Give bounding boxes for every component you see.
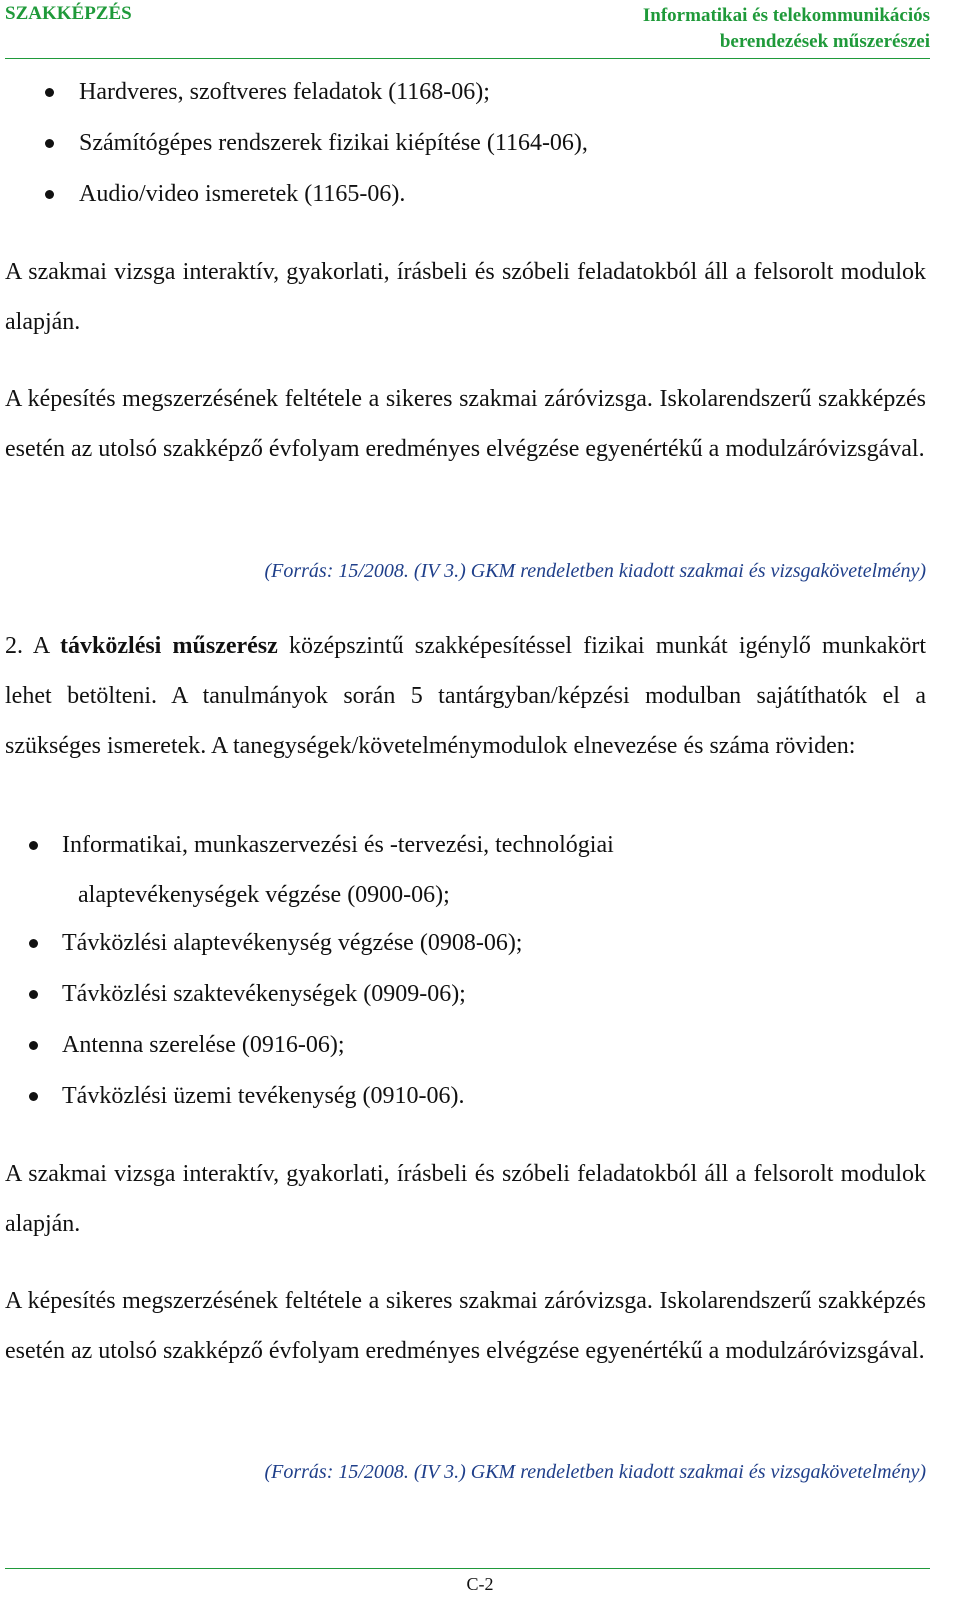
bullet-icon [29,1041,38,1050]
paragraph-conditions: A képesítés megszerzésének feltétele a sikeres szakmai záróvizsga. Iskolarendszerű szakképzés esetén az utolsó szakképző évfolyam eredményes elvégzése egyenértékű a modulzáróvizsgával. [5,1288,926,1364]
source-citation: (Forrás: 15/2008. (IV 3.) GKM rendeletben kiadott szakmai és vizsgakövetelmény) [264,560,926,582]
list-item-text: Audio/video ismeretek (1165-06). [79,181,406,207]
page-number: C-2 [466,1574,494,1594]
header-rule [5,58,930,59]
paragraph-exam: A szakmai vizsga interaktív, gyakorlati, írásbeli és szóbeli feladatokból áll a felsorolt modulok alapján. [5,1161,926,1237]
list-item-text: Távközlési szaktevékenységek (0909-06); [62,981,466,1007]
footer-rule [5,1568,930,1569]
header-right [643,3,930,55]
bullet-icon [45,139,54,148]
paragraph-conditions: A képesítés megszerzésének feltétele a sikeres szakmai záróvizsga. Iskolarendszerű szakképzés esetén az utolsó szakképző évfolyam eredményes elvégzése egyenértékű a modulzáróvizsgával. [5,386,926,462]
list-item-text: Számítógépes rendszerek fizikai kiépítése (1164-06), [79,130,588,156]
section-2-title: távközlési műszerész [60,633,278,659]
paragraph-section-2 [5,621,926,771]
list-item [29,969,926,1019]
bullet-icon [45,88,54,97]
paragraph-exam: A szakmai vizsga interaktív, gyakorlati, írásbeli és szóbeli feladatokból áll a felsorolt modulok alapján. [5,259,926,335]
section-2-prefix: 2. A [5,633,61,659]
source-citation: (Forrás: 15/2008. (IV 3.) GKM rendeletben kiadott szakmai és vizsgakövetelmény) [264,1461,926,1483]
list-item-text: Informatikai, munkaszervezési és -tervezési, technológiai [62,832,614,858]
header-right-line2: berendezések műszerészei [719,31,930,52]
list-item [29,1071,926,1121]
list-item-text: Hardveres, szoftveres feladatok (1168-06); [79,79,490,105]
bullet-icon [45,190,54,199]
bullet-icon [29,841,38,850]
header-left: SZAKKÉPZÉS [5,3,132,24]
header-right-line1: Informatikai és telekommunikációs [642,5,930,26]
list-item [29,1020,926,1070]
list-item-text: Távközlési alaptevékenység végzése (0908-06); [62,930,523,956]
bullet-icon [29,939,38,948]
list-item [29,918,926,968]
bullet-icon [29,990,38,999]
section-2-text: középszintű szakképesítéssel fizikai munkát igénylő munkakört lehet betölteni. A tanulmányok során 5 tantárgyban/képzési modulban sajátíthatók el a szükséges ismeretek. A tanegységek/követelménymodulok elnevezése és száma röviden: [5,633,927,759]
list-item-text: Távközlési üzemi tevékenység (0910-06). [62,1083,465,1109]
list-item-text: Antenna szerelése (0916-06); [62,1032,345,1058]
list-item [29,820,926,920]
list-item-continuation: alaptevékenységek végzése (0900-06); [78,882,450,908]
bullet-icon [29,1092,38,1101]
